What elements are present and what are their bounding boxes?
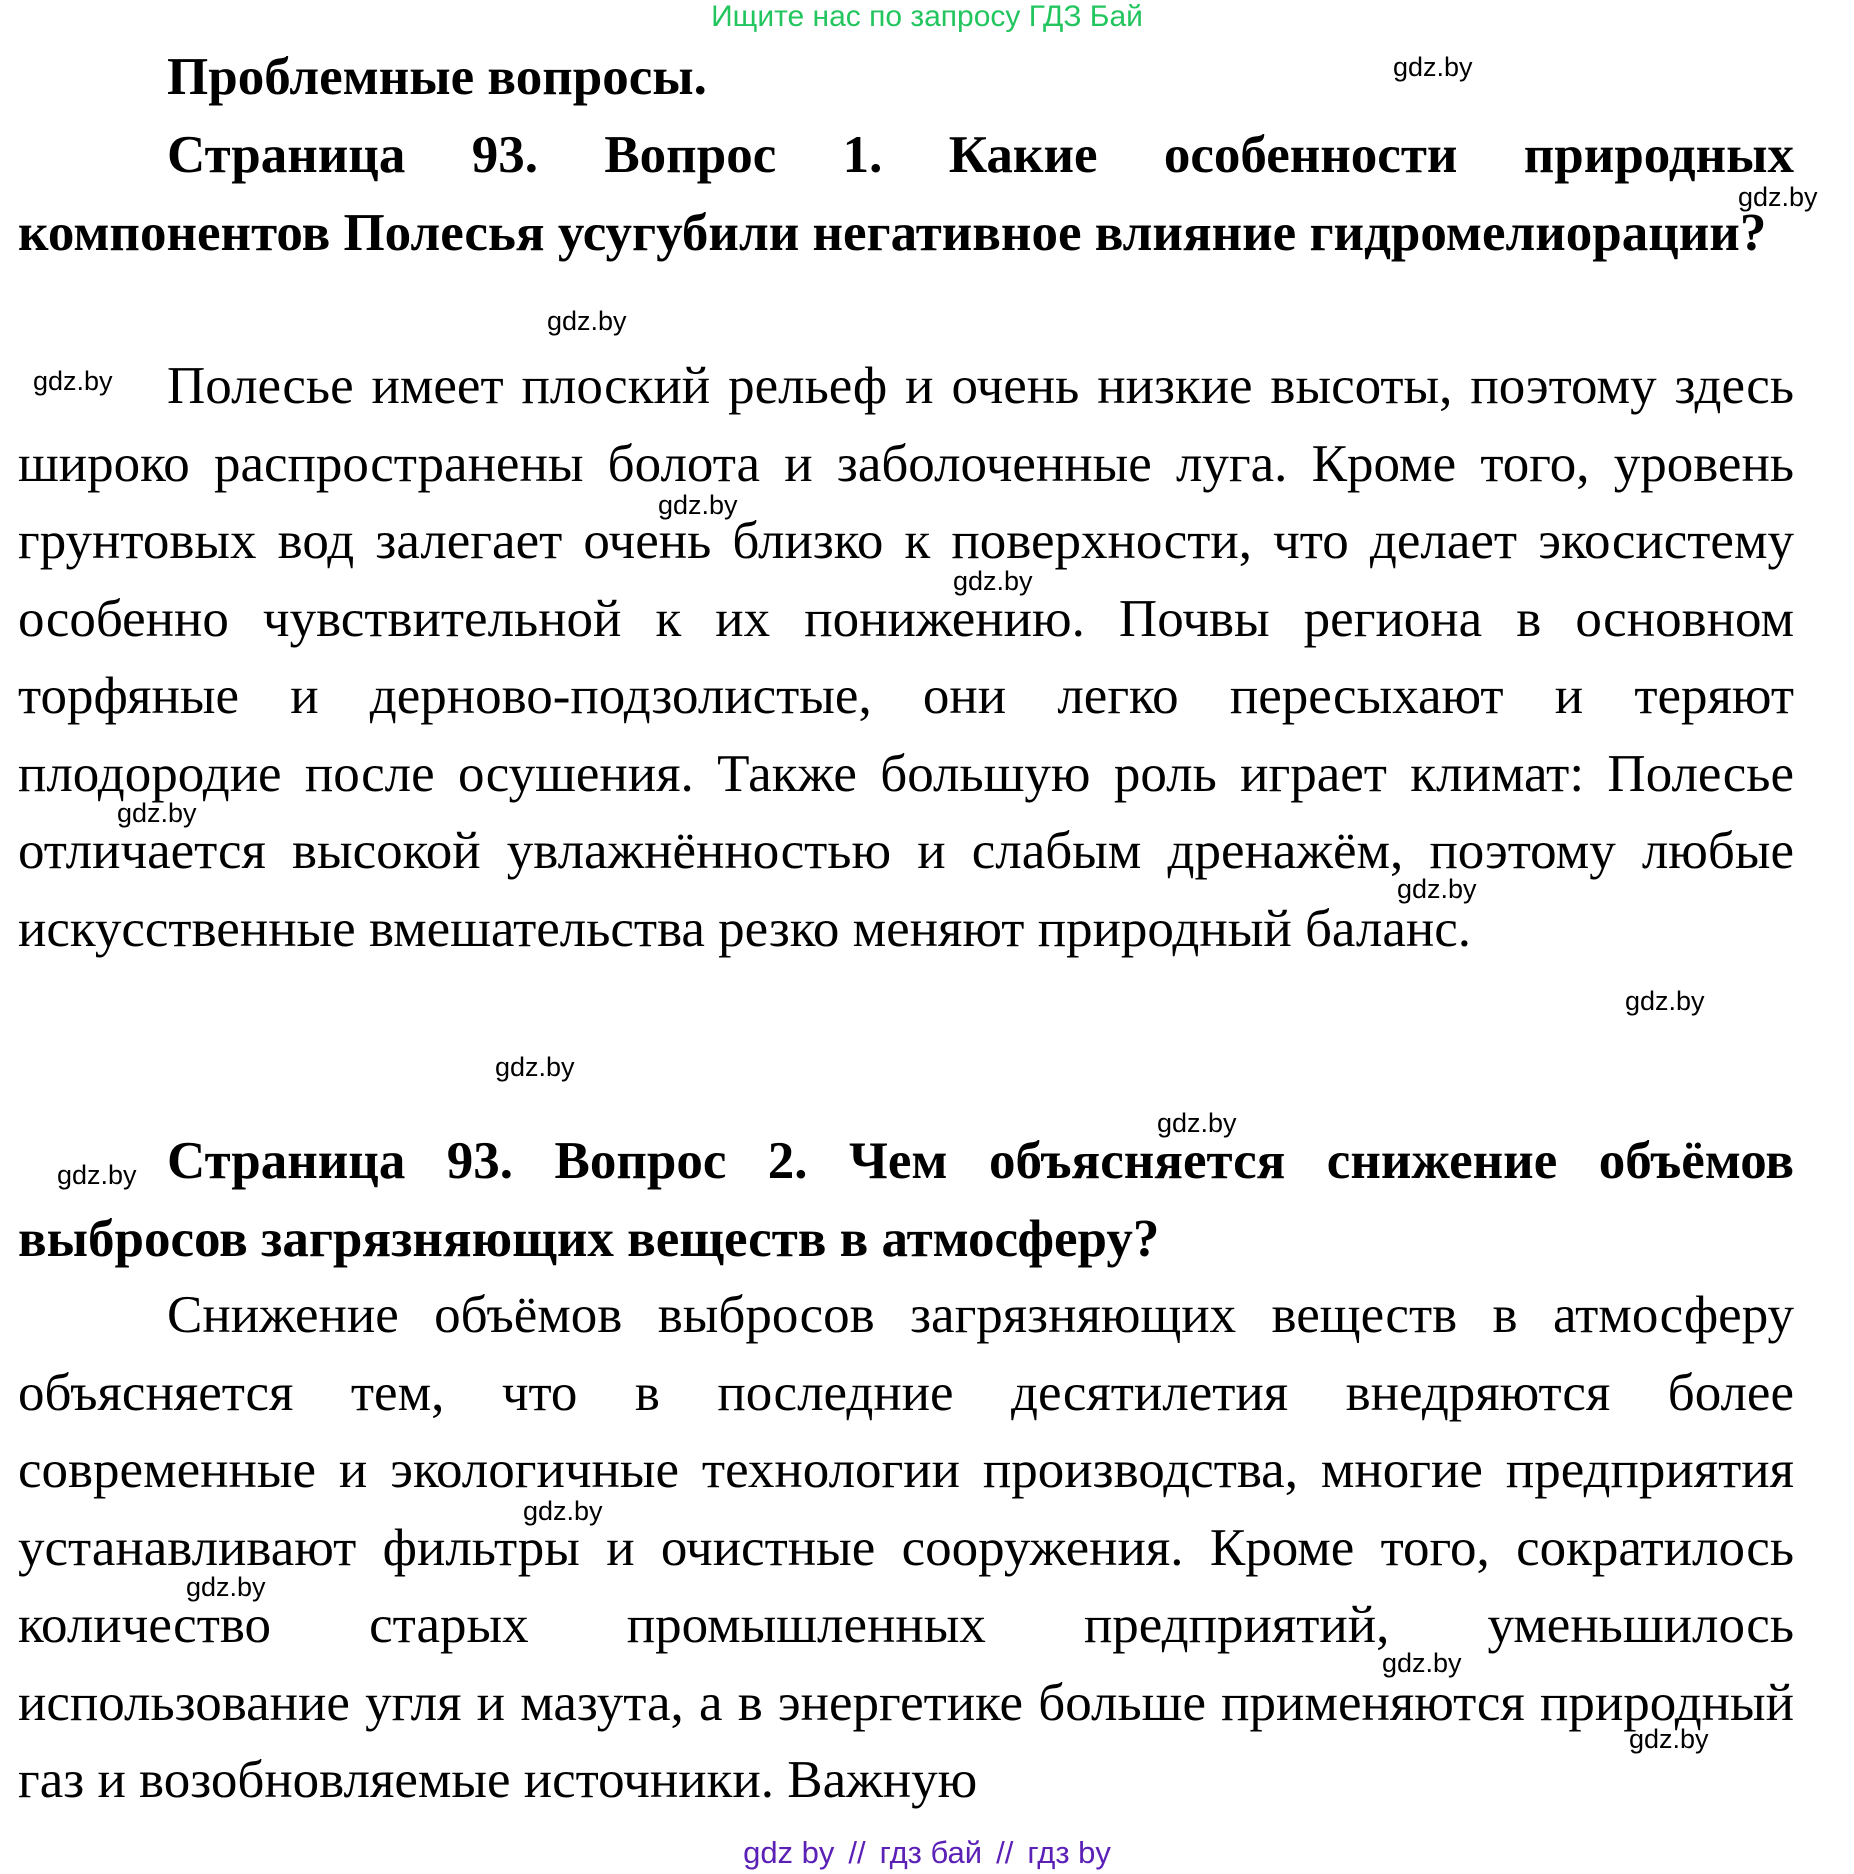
watermark: gdz.by — [1625, 986, 1705, 1016]
footer-link-gdz-by-cyr[interactable]: гдз by — [1027, 1835, 1111, 1870]
watermark: gdz.by — [523, 1496, 603, 1526]
watermark: gdz.by — [1393, 52, 1473, 82]
footer-link-gdz-by[interactable]: gdz by — [743, 1835, 835, 1870]
question-1-title: Страница 93. Вопрос 1. Какие особенности природных компонентов Полесья усугубили негативное влияние гидромелиорации? — [18, 126, 1794, 262]
watermark: gdz.by — [547, 306, 627, 336]
watermark: gdz.by — [1738, 182, 1818, 212]
section-heading: Проблемные вопросы. — [167, 48, 707, 106]
question-1-answer: Полесье имеет плоский рельеф и очень низкие высоты, поэтому здесь широко распространены болота и заболоченные луга. Кроме того, уровень грунтовых вод залегает очень близко к поверхности, что делает экосистему особенно чувствительной к их понижению. Почвы региона в основном торфяные и дерново-подзолистые, они легко пересыхают и теряют плодородие после осушения. Также большую роль играет климат: Полесье отличается высокой увлажнённостью и слабым дренажём, поэтому любые искусственные вмешательства резко меняют природный баланс. — [18, 357, 1794, 958]
question-2-title: Страница 93. Вопрос 2. Чем объясняется снижение объёмов выбросов загрязняющих веществ в атмосферу? — [18, 1132, 1794, 1268]
watermark: gdz.by — [495, 1052, 575, 1082]
watermark: gdz.by — [33, 366, 113, 396]
watermark: gdz.by — [57, 1160, 137, 1190]
watermark: gdz.by — [186, 1572, 266, 1602]
footer-link-gdz-bai[interactable]: гдз бай — [879, 1835, 983, 1870]
footer-separator: // — [848, 1835, 866, 1870]
watermark: gdz.by — [1157, 1108, 1237, 1138]
watermark: gdz.by — [658, 490, 738, 520]
footer-separator: // — [996, 1835, 1014, 1870]
footer-links — [0, 1836, 1854, 1870]
watermark: gdz.by — [1382, 1648, 1462, 1678]
watermark: gdz.by — [117, 798, 197, 828]
watermark: gdz.by — [1629, 1724, 1709, 1754]
watermark: gdz.by — [953, 566, 1033, 596]
top-banner: Ищите нас по запросу ГДЗ Бай — [711, 0, 1143, 33]
watermark: gdz.by — [1397, 874, 1477, 904]
question-2-answer: Снижение объёмов выбросов загрязняющих веществ в атмосферу объясняется тем, что в последние десятилетия внедряются более современные и экологичные технологии производства, многие предприятия устанавливают фильтры и очистные сооружения. Кроме того, сократилось количество старых промышленных предприятий, уменьшилось использование угля и мазута, а в энергетике больше применяются природный газ и возобновляемые источники. Важную — [18, 1286, 1794, 1809]
